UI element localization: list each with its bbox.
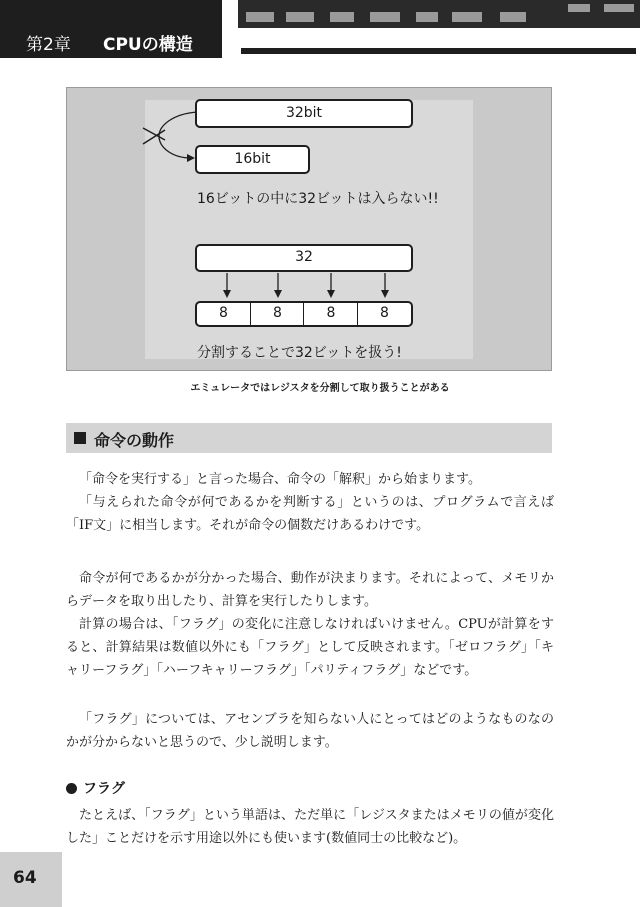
- segment-2: 8: [250, 303, 304, 325]
- bullet-circle-icon: [66, 783, 77, 794]
- register-figure: [66, 87, 552, 371]
- paragraph-group-4: [66, 804, 554, 850]
- figure-arrows: [67, 88, 551, 370]
- paragraph: 計算の場合は、「フラグ」の変化に注意しなければいけません。CPUが計算をすると、計算結果は数値以外にも「フラグ」として反映されます。「ゼロフラグ」「キャリーフラグ」「ハーフキャリーフラグ」「パリティフラグ」などです。: [66, 617, 554, 678]
- section-heading: [66, 423, 552, 453]
- header-rule: [241, 48, 636, 54]
- box-32: 32: [195, 244, 413, 272]
- segment-3: 8: [303, 303, 358, 325]
- subsection-title: フラグ: [83, 781, 125, 797]
- paragraph: たとえば、「フラグ」という単語は、ただ単に「レジスタまたはメモリの値が変化した」ことだけを示す用途以外にも使います(数値同士の比較など)。: [66, 808, 554, 846]
- paragraph: 「フラグ」については、アセンブラを知らない人にとってはどのようなものなのかが分からないと思うので、少し説明します。: [66, 712, 554, 750]
- paragraph: 「与えられた命令が何であるかを判断する」というのは、プログラムで言えば「IF文」に相当します。それが命令の個数だけあるわけです。: [66, 495, 554, 533]
- segment-1: 8: [219, 305, 228, 321]
- paragraph: 命令が何であるかが分かった場合、動作が決まります。それによって、メモリからデータを取り出したり、計算を実行したりします。: [66, 571, 554, 609]
- chapter-header-tab: [0, 0, 222, 58]
- paragraph-group-3: [66, 708, 554, 754]
- segment-4: 8: [357, 303, 411, 325]
- paragraph-group-1: [66, 468, 554, 537]
- segmented-register: [195, 301, 413, 327]
- header-photo: [238, 0, 640, 28]
- paragraph: 「命令を実行する」と言った場合、命令の「解釈」から始まります。: [79, 472, 481, 487]
- page-number: 64: [13, 868, 37, 888]
- note-top: 16ビットの中に32ビットは入らない!!: [197, 191, 439, 207]
- page-number-box: [0, 852, 62, 907]
- figure-caption: エミュレータではレジスタを分割して取り扱うことがある: [190, 383, 450, 394]
- section-title: 命令の動作: [94, 431, 175, 450]
- box-32bit: 32bit: [195, 99, 413, 128]
- paragraph-group-2: [66, 567, 554, 682]
- note-bottom: 分割することで32ビットを扱う!: [197, 345, 402, 361]
- subsection-heading: [66, 778, 125, 798]
- chapter-label: 第2章: [26, 35, 71, 55]
- box-16bit: 16bit: [195, 145, 310, 174]
- section-square-icon: [74, 432, 86, 444]
- chapter-title: CPUの構造: [103, 35, 193, 55]
